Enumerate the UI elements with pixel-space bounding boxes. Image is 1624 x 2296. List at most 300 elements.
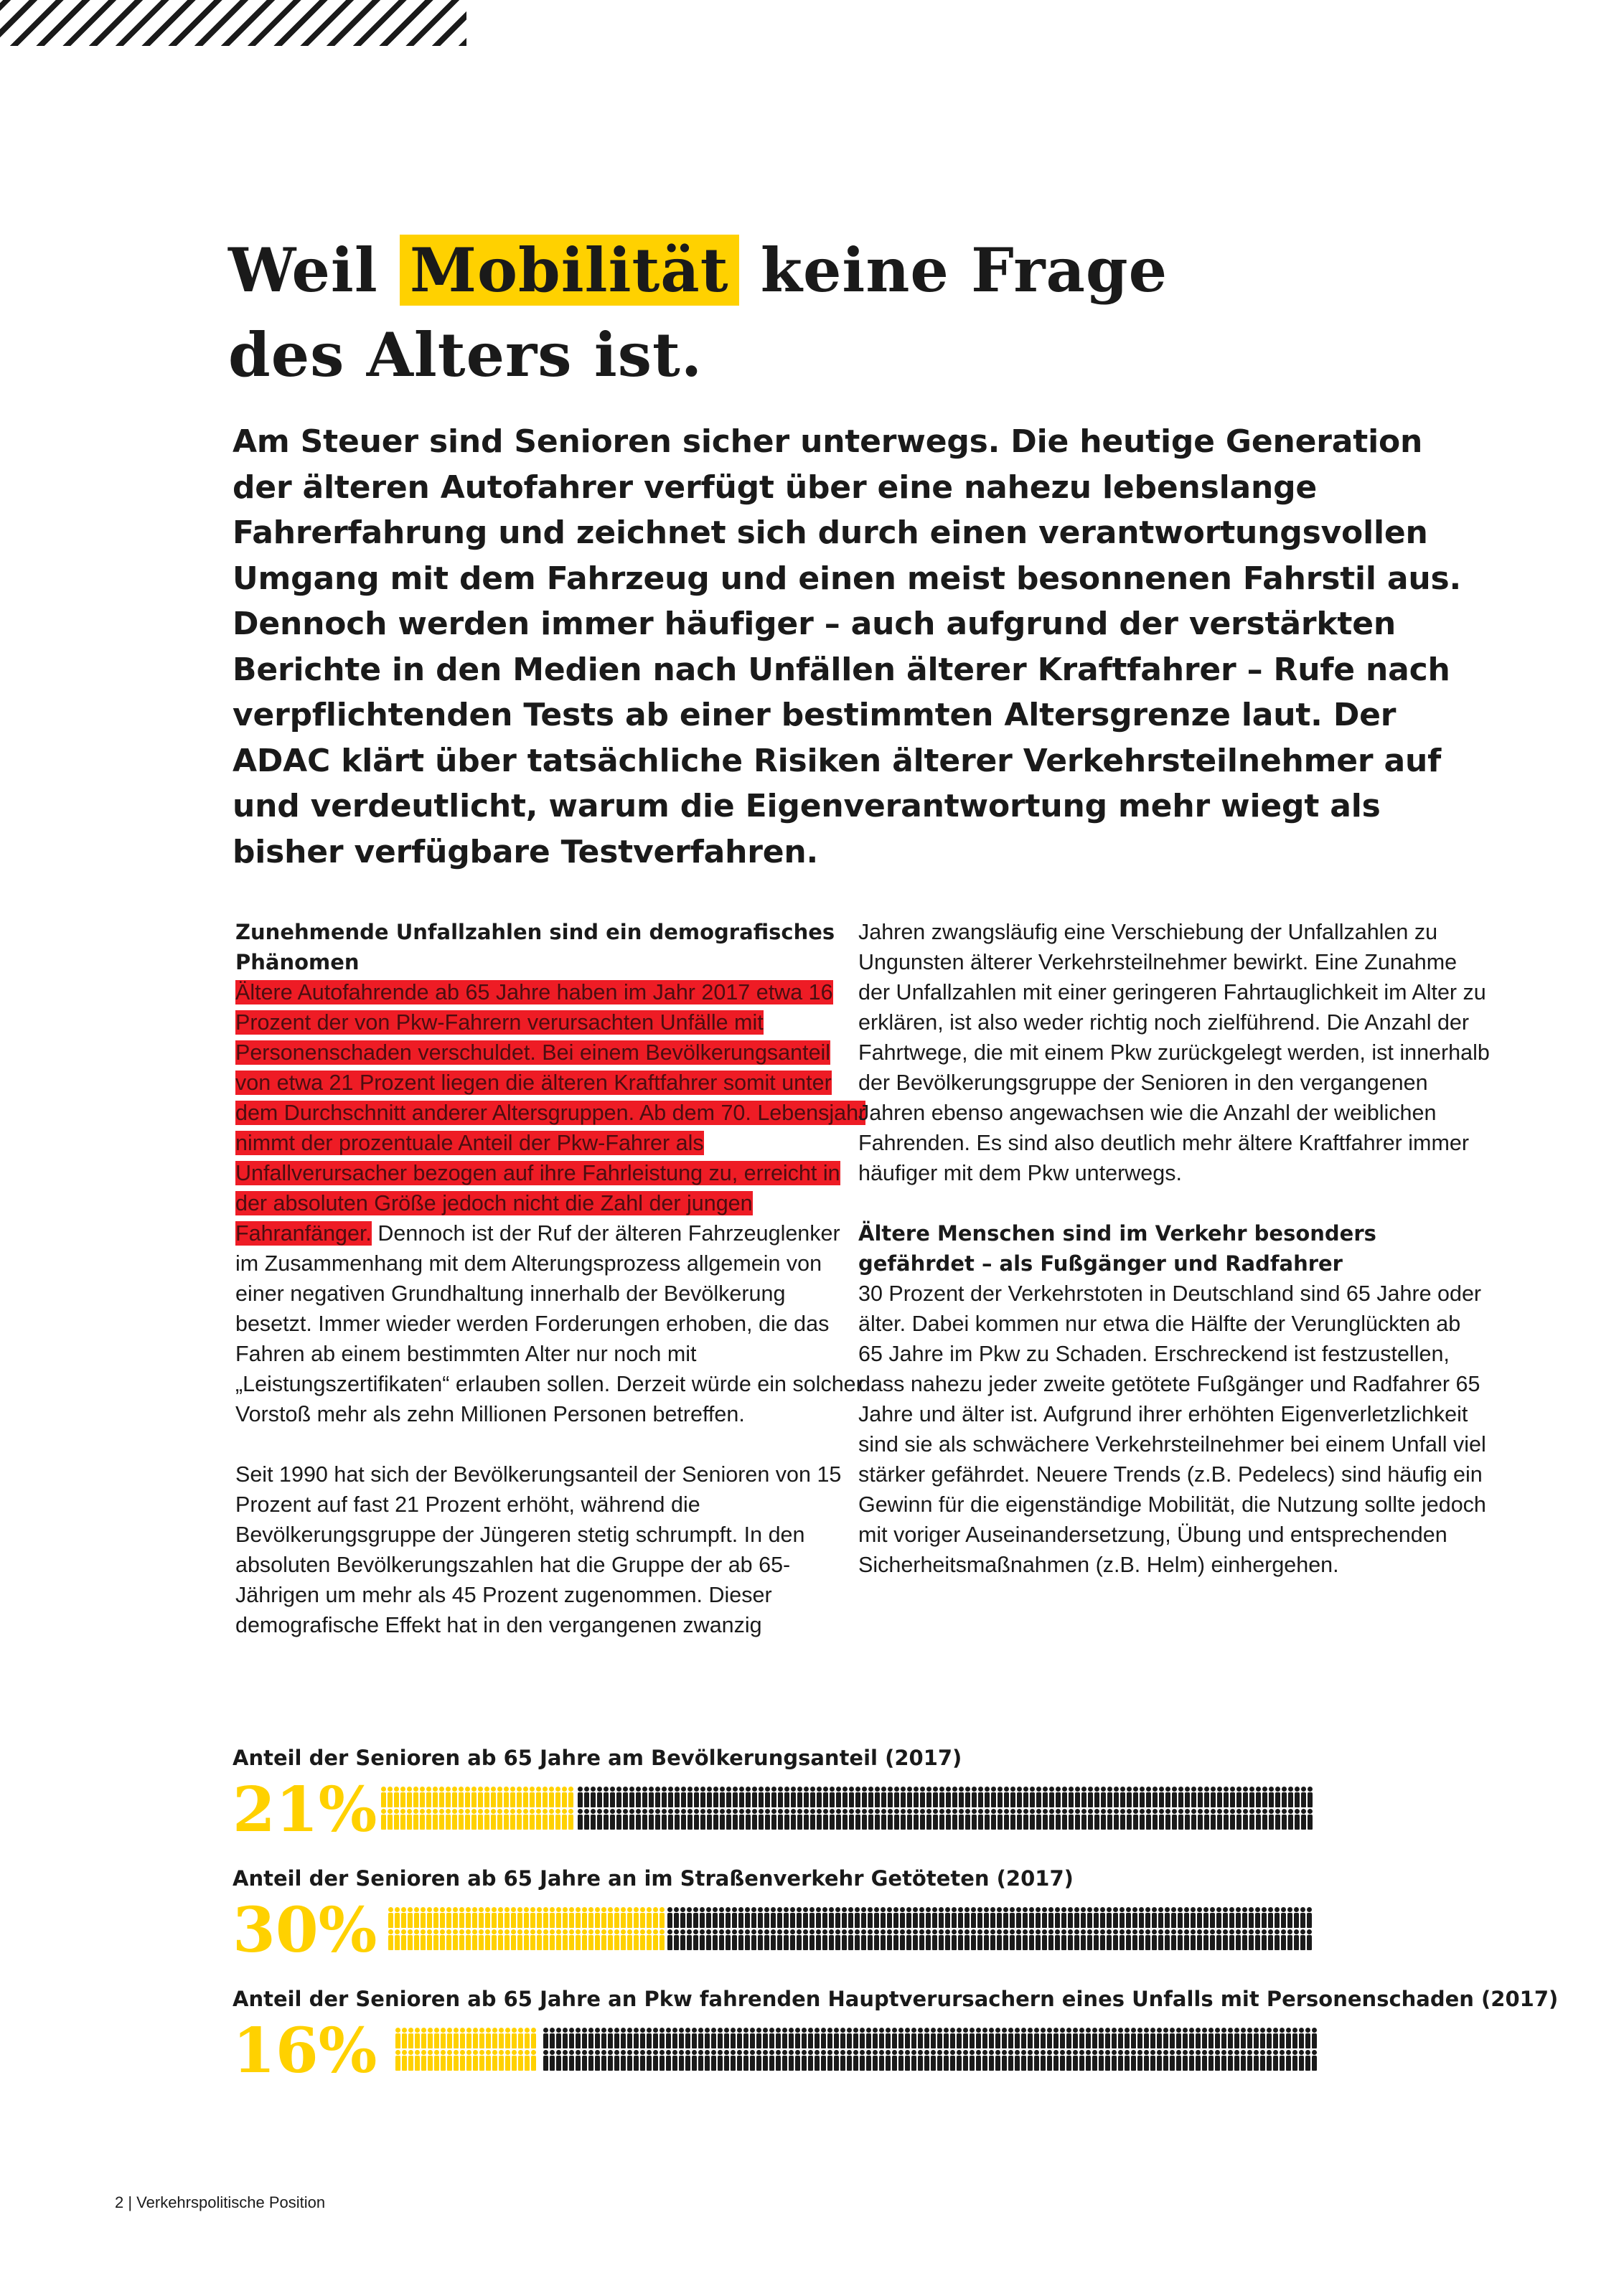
person-icon: [705, 2028, 710, 2048]
person-icon: [647, 2050, 652, 2071]
person-icon: [569, 1907, 574, 1928]
person-icon: [765, 1809, 770, 1830]
person-icon: [1234, 2028, 1239, 2048]
left-column-paragraph-1: [235, 977, 867, 1429]
person-icon: [802, 2028, 807, 2048]
person-icon: [517, 1809, 522, 1830]
person-icon: [1269, 1809, 1274, 1830]
person-icon: [466, 1929, 471, 1950]
person-icon: [582, 1907, 587, 1928]
person-icon: [531, 2028, 536, 2048]
person-icon: [1191, 1929, 1196, 1950]
person-icon: [1281, 1929, 1286, 1950]
person-icon: [636, 1809, 641, 1830]
person-icon: [1069, 1809, 1074, 1830]
person-icon: [817, 1787, 822, 1807]
person-icon: [491, 1809, 496, 1830]
person-icon: [680, 1907, 685, 1928]
person-icon: [1305, 2028, 1310, 2048]
person-icon: [1216, 1929, 1221, 1950]
person-icon: [834, 2050, 839, 2071]
person-icon: [784, 1787, 789, 1807]
person-icon: [556, 2028, 561, 2048]
person-icon: [823, 1787, 828, 1807]
person-icon: [484, 1809, 489, 1830]
person-icon: [1242, 1929, 1247, 1950]
person-icon: [894, 1787, 899, 1807]
person-icon: [1087, 1907, 1092, 1928]
person-icon: [763, 2028, 768, 2048]
person-icon: [1127, 1787, 1132, 1807]
person-icon: [1286, 2028, 1291, 2048]
person-icon: [414, 1929, 419, 1950]
person-icon: [803, 1929, 808, 1950]
person-icon: [1099, 2050, 1104, 2071]
person-icon: [1066, 2028, 1071, 2048]
person-icon: [1198, 1809, 1203, 1830]
stat-bar-yellow: [395, 2028, 543, 2072]
person-icon: [694, 1787, 699, 1807]
person-icon: [415, 2050, 420, 2071]
person-icon: [784, 1907, 789, 1928]
person-icon: [492, 1929, 497, 1950]
person-icon: [944, 2028, 949, 2048]
person-icon: [1061, 1929, 1066, 1950]
person-icon: [408, 2050, 413, 2071]
person-icon: [913, 1907, 918, 1928]
person-icon: [1254, 2050, 1259, 2071]
person-icon: [1137, 2050, 1142, 2071]
person-icon: [720, 1809, 725, 1830]
person-icon: [777, 1929, 782, 1950]
person-icon: [914, 1809, 919, 1830]
person-icon: [939, 1907, 944, 1928]
red-highlighted-text: Ältere Autofahrende ab 65 Jahre haben im Jahr 2017 etwa 16 Prozent der von Pkw-Fahrern verursachten Unfälle mit Personenschaden verschuldet. Bei einem Bevölkerungsanteil von etwa 21 Prozent liegen die älteren Kraftfahrer somit unter dem Durchschnitt anderer Altersgruppen. Ab dem 70. Lebensjahr nimmt der prozentuale Anteil der Pkw-Fahrer als Unfallverursacher bezogen auf ihre Fahrleistung zu, erreicht in der absoluten Größe jedoch nicht die Zahl der jungen Fahranfänger.: [235, 980, 866, 1246]
person-icon: [724, 2028, 729, 2048]
stat-bar-black: [667, 1907, 1318, 1952]
person-icon: [388, 1907, 393, 1928]
person-icon: [623, 1787, 628, 1807]
person-icon: [958, 1907, 963, 1928]
person-icon: [1247, 2050, 1252, 2071]
person-icon: [1074, 1929, 1079, 1950]
person-icon: [460, 2050, 465, 2071]
person-icon: [627, 2050, 632, 2071]
person-icon: [795, 2050, 800, 2071]
person-icon: [1312, 2050, 1317, 2071]
person-icon: [1223, 1929, 1228, 1950]
person-icon: [621, 2028, 626, 2048]
stat-row: [233, 1744, 1467, 1851]
person-icon: [1159, 1787, 1164, 1807]
person-icon: [888, 1787, 893, 1807]
person-icon: [640, 1907, 645, 1928]
person-icon: [427, 1929, 432, 1950]
person-icon: [1107, 1929, 1112, 1950]
person-icon: [486, 2028, 491, 2048]
person-icon: [905, 2028, 910, 2048]
person-icon: [789, 2028, 794, 2048]
person-icon: [687, 1929, 692, 1950]
person-icon: [1287, 1929, 1292, 1950]
person-icon: [893, 1929, 898, 1950]
person-icon: [849, 1809, 854, 1830]
person-icon: [913, 1929, 918, 1950]
person-icon: [1262, 1929, 1267, 1950]
person-icon: [395, 1929, 400, 1950]
person-icon: [1262, 1787, 1267, 1807]
person-icon: [1126, 1929, 1131, 1950]
person-icon: [614, 2050, 619, 2071]
person-icon: [957, 2028, 962, 2048]
person-icon: [743, 2028, 748, 2048]
person-icon: [685, 2028, 690, 2048]
person-icon: [693, 1929, 698, 1950]
person-icon: [421, 2028, 426, 2048]
person-icon: [1234, 2050, 1239, 2071]
person-icon: [662, 1787, 667, 1807]
person-icon: [778, 1809, 783, 1830]
person-icon: [875, 1809, 880, 1830]
person-icon: [1255, 1929, 1260, 1950]
person-icon: [1184, 1907, 1189, 1928]
person-icon: [433, 1787, 438, 1807]
person-icon: [771, 1929, 776, 1950]
person-icon: [433, 1907, 438, 1928]
person-icon: [1163, 2050, 1168, 2071]
person-icon: [479, 1907, 484, 1928]
person-icon: [1008, 2028, 1013, 2048]
person-icon: [454, 2028, 459, 2048]
person-icon: [536, 1809, 541, 1830]
person-icon: [1224, 1809, 1229, 1830]
person-icon: [601, 1929, 606, 1950]
person-icon: [914, 1787, 919, 1807]
person-icon: [911, 2050, 916, 2071]
person-icon: [1055, 1929, 1060, 1950]
person-icon: [578, 1809, 583, 1830]
person-icon: [523, 1809, 528, 1830]
person-icon: [926, 1809, 931, 1830]
person-icon: [1153, 1787, 1158, 1807]
person-icon: [972, 1787, 977, 1807]
person-icon: [576, 1907, 581, 1928]
person-icon: [525, 2050, 530, 2071]
title-line-2: des Alters ist.: [228, 319, 703, 390]
person-icon: [1062, 1809, 1067, 1830]
person-icon: [595, 2050, 600, 2071]
person-icon: [711, 2028, 716, 2048]
person-icon: [453, 1929, 458, 1950]
stat-percent: 30%: [233, 1894, 377, 1967]
person-icon: [756, 2050, 761, 2071]
person-icon: [1079, 2050, 1084, 2071]
person-icon: [834, 2028, 839, 2048]
person-icon: [894, 1809, 899, 1830]
person-icon: [531, 2050, 536, 2071]
person-icon: [530, 1929, 535, 1950]
person-icon: [827, 2028, 832, 2048]
person-icon: [1021, 2028, 1026, 2048]
person-icon: [1228, 2050, 1233, 2071]
person-icon: [946, 1787, 951, 1807]
person-icon: [687, 1809, 693, 1830]
person-icon: [849, 1787, 854, 1807]
person-icon: [855, 1787, 860, 1807]
person-icon: [842, 1809, 848, 1830]
person-icon: [1260, 2028, 1265, 2048]
person-icon: [737, 2028, 742, 2048]
person-icon: [893, 1907, 898, 1928]
person-icon: [726, 1907, 731, 1928]
person-icon: [524, 1907, 529, 1928]
person-icon: [1150, 2028, 1155, 2048]
person-icon: [453, 1907, 458, 1928]
person-icon: [698, 2050, 703, 2071]
person-icon: [784, 1809, 789, 1830]
person-icon: [971, 1929, 976, 1950]
person-icon: [1015, 2050, 1020, 2071]
person-icon: [732, 1929, 737, 1950]
person-icon: [1255, 1907, 1260, 1928]
person-icon: [784, 1929, 789, 1950]
person-icon: [1292, 2028, 1297, 2048]
person-icon: [707, 1809, 712, 1830]
right-column-heading: Ältere Menschen sind im Verkehr besonders gefährdet – als Fußgänger und Radfahrer: [858, 1221, 1376, 1276]
person-icon: [1300, 1907, 1305, 1928]
person-icon: [588, 1907, 593, 1928]
person-icon: [459, 1907, 464, 1928]
person-icon: [584, 1787, 589, 1807]
person-icon: [763, 2050, 768, 2071]
person-icon: [790, 1907, 795, 1928]
person-icon: [918, 2028, 923, 2048]
stat-bar-black: [577, 1787, 1318, 1831]
person-icon: [563, 2050, 568, 2071]
person-icon: [582, 1929, 587, 1950]
person-icon: [660, 1907, 665, 1928]
person-icon: [1241, 2050, 1246, 2071]
person-icon: [536, 1787, 541, 1807]
person-icon: [459, 1809, 464, 1830]
person-icon: [797, 1787, 802, 1807]
person-icon: [906, 1929, 911, 1950]
person-icon: [1217, 1787, 1222, 1807]
person-icon: [621, 1929, 626, 1950]
person-icon: [428, 2050, 433, 2071]
person-icon: [1073, 2028, 1078, 2048]
person-icon: [995, 2028, 1000, 2048]
person-icon: [1053, 2028, 1059, 2048]
person-icon: [1197, 1929, 1202, 1950]
title-part-1: Weil: [228, 235, 400, 306]
person-icon: [647, 2028, 652, 2048]
person-icon: [492, 2028, 497, 2048]
person-icon: [576, 2028, 581, 2048]
person-icon: [407, 1787, 412, 1807]
person-icon: [977, 1929, 982, 1950]
person-icon: [919, 1907, 924, 1928]
person-icon: [1081, 1809, 1086, 1830]
person-icon: [1048, 1907, 1053, 1928]
person-icon: [484, 1787, 489, 1807]
person-icon: [791, 1787, 796, 1807]
person-icon: [739, 1787, 744, 1807]
person-icon: [751, 1929, 756, 1950]
person-icon: [1120, 1907, 1125, 1928]
person-icon: [926, 1787, 931, 1807]
person-icon: [569, 2050, 574, 2071]
person-icon: [550, 2028, 555, 2048]
person-icon: [616, 1787, 621, 1807]
person-icon: [989, 2028, 994, 2048]
person-icon: [752, 1787, 757, 1807]
person-icon: [1224, 1787, 1229, 1807]
person-icon: [466, 1907, 471, 1928]
person-icon: [472, 1907, 477, 1928]
person-icon: [1125, 2050, 1130, 2071]
person-icon: [898, 2028, 903, 2048]
person-icon: [900, 1929, 905, 1950]
person-icon: [939, 1809, 944, 1830]
person-icon: [623, 1809, 628, 1830]
person-icon: [1061, 1907, 1066, 1928]
person-icon: [543, 1907, 548, 1928]
person-icon: [997, 1907, 1002, 1928]
person-icon: [1294, 1907, 1299, 1928]
stat-bar: [380, 1787, 1318, 1831]
person-icon: [668, 1809, 673, 1830]
person-icon: [505, 2028, 510, 2048]
person-icon: [556, 1929, 561, 1950]
person-icon: [1113, 1907, 1118, 1928]
person-icon: [642, 1809, 647, 1830]
person-icon: [649, 1787, 654, 1807]
person-icon: [874, 1929, 879, 1950]
person-icon: [1092, 2028, 1097, 2048]
person-icon: [1223, 1907, 1228, 1928]
person-icon: [1273, 2028, 1278, 2048]
person-icon: [901, 1787, 906, 1807]
stat-row: [233, 1864, 1467, 1972]
person-icon: [1299, 2050, 1304, 2071]
person-icon: [758, 1907, 763, 1928]
person-icon: [518, 2050, 523, 2071]
person-icon: [621, 2050, 626, 2071]
person-icon: [1262, 1809, 1267, 1830]
person-icon: [388, 1809, 393, 1830]
person-icon: [868, 1929, 873, 1950]
person-icon: [989, 2050, 994, 2071]
person-icon: [1163, 2028, 1168, 2048]
person-icon: [634, 1907, 639, 1928]
person-icon: [653, 1907, 658, 1928]
person-icon: [1307, 1929, 1312, 1950]
person-icon: [634, 1929, 639, 1950]
person-icon: [737, 2050, 742, 2071]
person-icon: [492, 2050, 497, 2071]
person-icon: [1287, 1907, 1292, 1928]
person-icon: [543, 1809, 548, 1830]
person-icon: [395, 2028, 400, 2048]
person-icon: [694, 1809, 699, 1830]
person-icon: [604, 1787, 609, 1807]
person-icon: [1230, 1809, 1235, 1830]
person-icon: [887, 1907, 892, 1928]
person-icon: [563, 1929, 568, 1950]
person-icon: [706, 1929, 711, 1950]
person-icon: [1041, 2050, 1046, 2071]
person-icon: [797, 1907, 802, 1928]
person-icon: [1131, 2050, 1136, 2071]
person-icon: [647, 1907, 652, 1928]
person-icon: [1010, 1809, 1015, 1830]
person-icon: [1101, 1787, 1106, 1807]
person-icon: [726, 1929, 731, 1950]
person-icon: [478, 1787, 483, 1807]
person-icon: [629, 1809, 634, 1830]
person-icon: [1286, 2050, 1291, 2071]
person-icon: [1107, 1787, 1112, 1807]
person-icon: [924, 2028, 929, 2048]
person-icon: [881, 1907, 886, 1928]
person-icon: [555, 1809, 560, 1830]
person-icon: [771, 1809, 776, 1830]
person-icon: [1049, 1787, 1054, 1807]
person-icon: [504, 1809, 509, 1830]
person-icon: [1170, 2050, 1175, 2071]
person-icon: [563, 1907, 568, 1928]
person-icon: [998, 1787, 1003, 1807]
person-icon: [408, 1929, 413, 1950]
person-icon: [653, 1929, 658, 1950]
person-icon: [485, 1929, 490, 1950]
person-icon: [950, 2028, 955, 2048]
person-icon: [829, 1929, 834, 1950]
person-icon: [823, 1809, 828, 1830]
person-icon: [588, 2028, 593, 2048]
person-icon: [1017, 1787, 1022, 1807]
person-icon: [550, 1929, 555, 1950]
person-icon: [758, 1929, 763, 1950]
person-icon: [985, 1787, 990, 1807]
person-icon: [402, 2050, 407, 2071]
person-icon: [576, 2050, 581, 2071]
person-icon: [804, 1809, 809, 1830]
person-icon: [733, 1787, 738, 1807]
person-icon: [1112, 2028, 1117, 2048]
right-column: [858, 917, 1490, 1580]
person-icon: [945, 1929, 950, 1950]
person-icon: [1254, 2028, 1259, 2048]
person-icon: [817, 1809, 822, 1830]
person-icon: [1094, 1809, 1099, 1830]
person-icon: [510, 1809, 515, 1830]
person-icon: [569, 2028, 574, 2048]
person-icon: [1215, 2050, 1220, 2071]
person-icon: [933, 1787, 938, 1807]
person-icon: [950, 2050, 955, 2071]
person-icon: [1300, 1929, 1305, 1950]
person-icon: [1036, 1787, 1041, 1807]
person-icon: [597, 1787, 602, 1807]
person-icon: [627, 1929, 632, 1950]
person-icon: [1203, 1907, 1208, 1928]
person-icon: [809, 1929, 815, 1950]
person-icon: [1114, 1787, 1119, 1807]
person-icon: [1275, 1929, 1280, 1950]
person-icon: [1088, 1787, 1093, 1807]
